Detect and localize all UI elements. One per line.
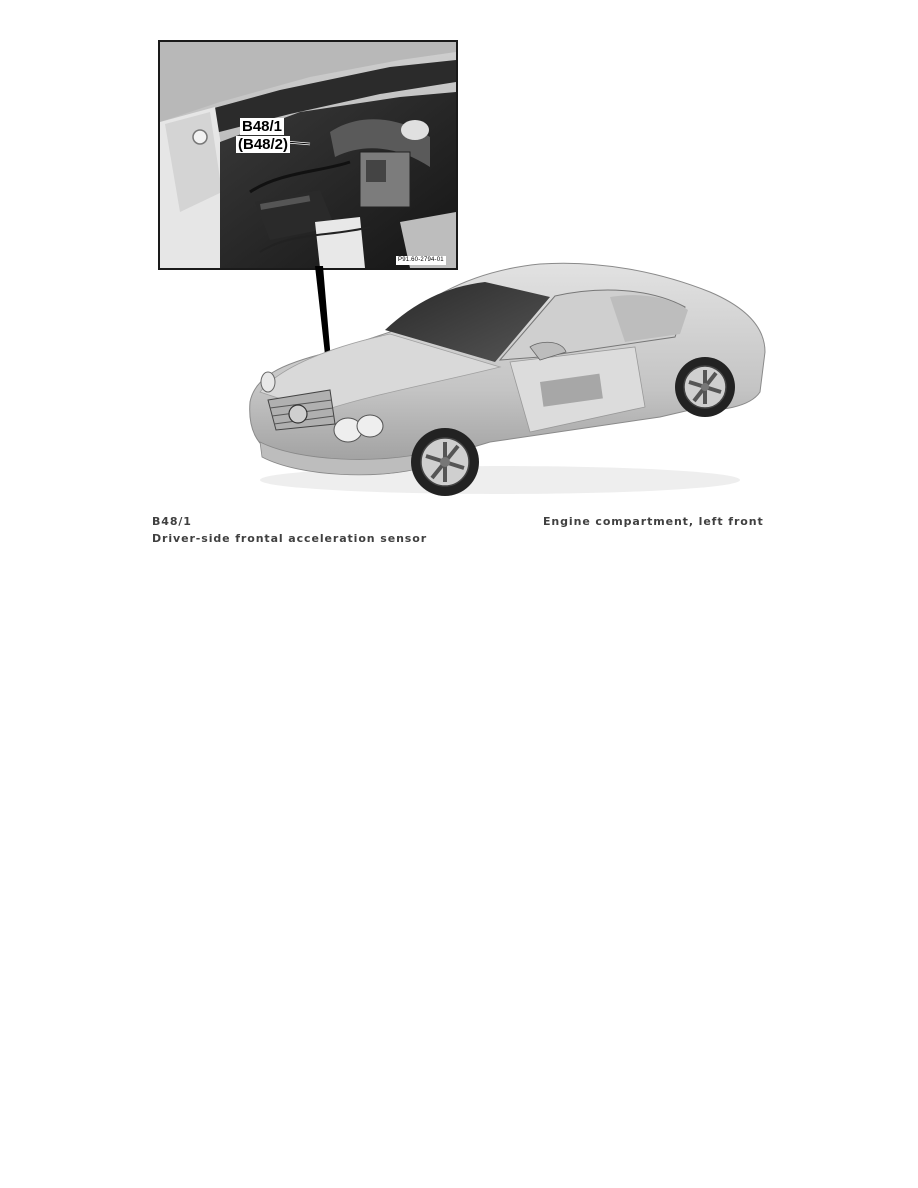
component-location: Engine compartment, left front [543, 515, 764, 528]
callout-label-b48-2: (B48/2) [238, 136, 289, 153]
coupe-car-illustration [240, 252, 770, 502]
callout-label-b48-1: B48/1 [242, 118, 283, 135]
vehicle-illustration [240, 252, 770, 502]
engine-compartment-illustration [160, 42, 456, 268]
component-code: B48/1 [152, 515, 192, 528]
engine-compartment-inset-image [158, 40, 458, 270]
component-name: Driver-side frontal acceleration sensor [152, 532, 428, 545]
figure-code: P91.60-2794-01 [398, 257, 444, 263]
